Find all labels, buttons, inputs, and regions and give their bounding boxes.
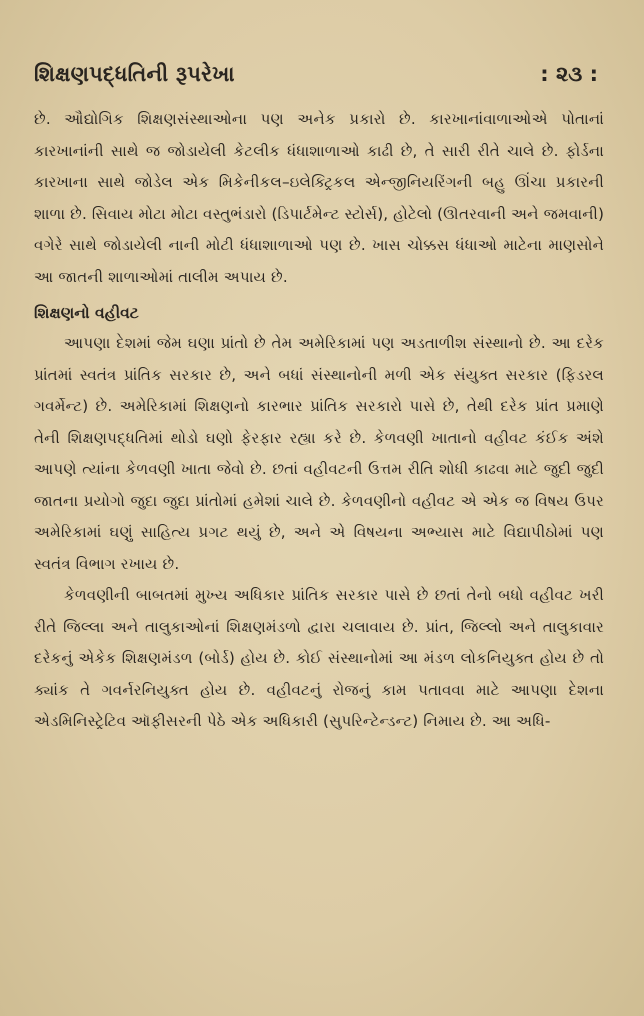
section-heading: શિક્ષણનો વહીવટ [34,304,139,322]
paragraph: આપણા દેશમાં જેમ ઘણા પ્રાંતો છે તેમ અમેરિકામાં પણ અડતાળીશ સંસ્થાનો છે. આ દરેક પ્રાંતમાં સ્વતંત્ર પ્રાંતિક સરકાર છે, અને બધાં સંસ્થાનોની મળી એક સંયુક્ત સરકાર (ફિડરલ ગવર્મેન્ટ) છે. અમેરિકામાં શિક્ષણનો કારભાર પ્રાંતિક સરકારો પાસે છે, તેથી દરેક પ્રાંત પ્રમાણે તેની શિક્ષણપદ્ધતિમાં થોડો ઘણો ફેરફાર રહ્યા કરે છે. કેળવણી ખાતાનો વહીવટ કંઈક અંશે આપણે ત્યાંના કેળવણી ખાતા જેવો છે. છતાં વહીવટની ઉત્તમ રીતિ શોધી કાઢવા માટે જુદી જુદી જાતના પ્રયોગો જુદા જુદા પ્રાંતોમાં હમેશાં ચાલે છે. કેળવણીનો વહીવટ એ એક જ વિષય ઉપર અમેરિકામાં ઘણું સાહિત્ય પ્રગટ થયું છે, અને એ વિષયના અભ્યાસ માટે વિદ્યાપીઠોમાં પણ સ્વતંત્ર વિભાગ રખાય છે. [34,334,604,573]
page-number: : ૨૩ : [540,62,598,86]
paragraph: કેળવણીની બાબતમાં મુખ્ય અધિકાર પ્રાંતિક સરકાર પાસે છે છતાં તેનો બધો વહીવટ ખરી રીતે જિલ્લા અને તાલુકાઓનાં શિક્ષણમંડળો દ્વારા ચલાવાય છે. પ્રાંત, જિલ્લો અને તાલુકાવાર દરેકનું એકેક શિક્ષણમંડળ (બોર્ડ) હોય છે. કોઈ સંસ્થાનોમાં આ મંડળ લોકનિયુક્ત હોય છે તો ક્યાંક તે ગવર્નરનિયુક્ત હોય છે. વહીવટનું રોજનું કામ પતાવવા માટે આપણા દેશના એડમિનિસ્ટ્રેટિવ ઑફીસરની પેઠે એક અધિકારી (સુપરિન્ટેન્ડન્ટ) નિમાય છે. આ અધિ- [34,586,604,730]
running-title: શિક્ષણપદ્ધતિની રૂપરેખા [34,62,235,86]
body-text [34,104,604,738]
running-header [34,62,604,100]
paragraph-continued: છે. ઔદ્યોગિક શિક્ષણસંસ્થાઓના પણ અનેક પ્રકારો છે. કારખાનાંવાળાઓએ પોતાનાં કારખાનાંની સાથે જ જોડાયેલી કેટલીક ધંધાશાળાઓ કાઢી છે, તે સારી રીતે ચાલે છે. ફોર્ડના કારખાના સાથે જોડેલ એક મિકેનીકલ–ઇલેક્ટ્રિકલ એન્જીનિયરિંગની બહુ ઊંચા પ્રકારની શાળા છે. સિવાય મોટા મોટા વસ્તુભંડારો (ડિપાર્ટમેન્ટ સ્ટોર્સ), હોટેલો (ઊતરવાની અને જમવાની) વગેરે સાથે જોડાયેલી નાની મોટી ધંધાશાળાઓ પણ છે. ખાસ ચોક્કસ ધંધાઓ માટેના માણસોને આ જાતની શાળાઓમાં તાલીમ અપાય છે. [34,110,604,286]
